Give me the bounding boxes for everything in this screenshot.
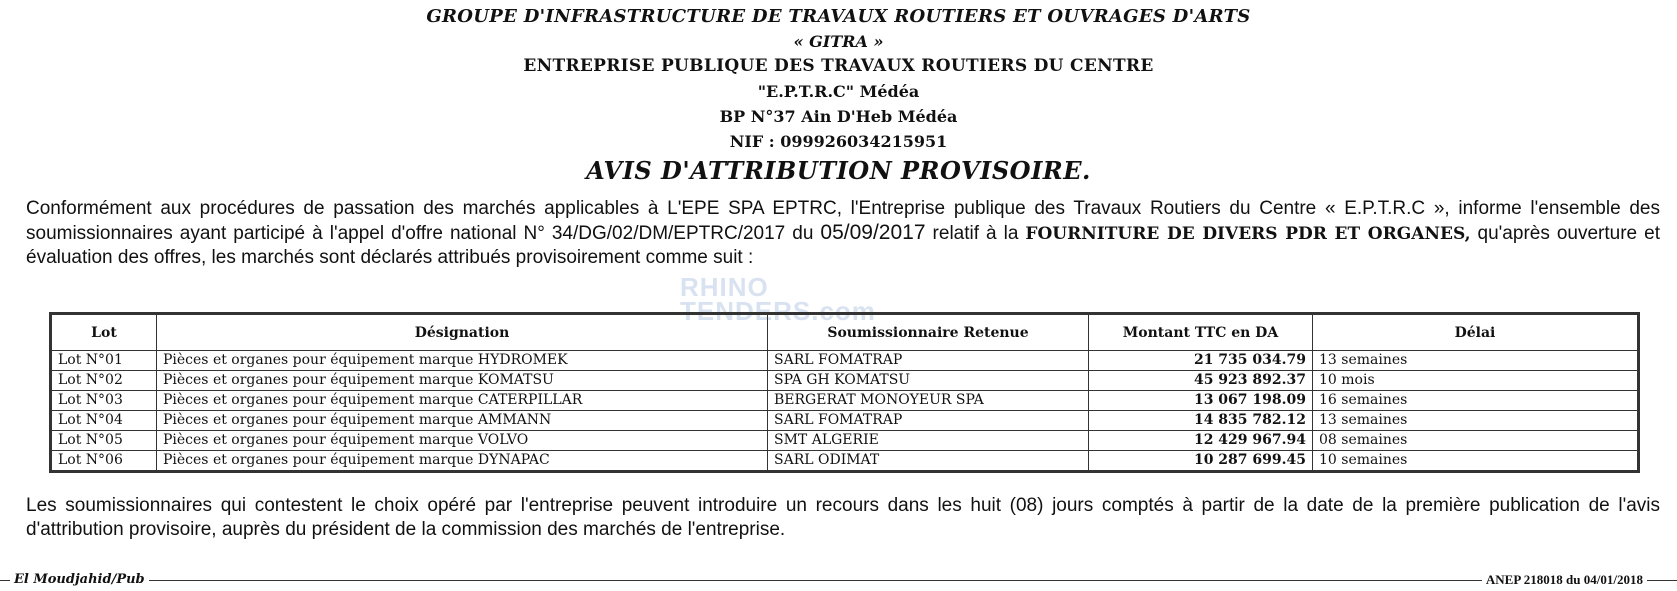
cell-lot: Lot N°03 [51,391,157,411]
cell-lot: Lot N°05 [51,431,157,451]
cell-amount: 10 287 699.45 [1089,451,1313,472]
notice-header [0,4,1677,186]
cell-bidder: BERGERAT MONOYEUR SPA [768,391,1089,411]
intro-text-1: Conformément aux procédures de passation des marchés applicables à L'EPE SPA EPTRC, l'Entreprise publique des Travaux Routiers du Centre « E.P.T.R.C », informe l'ensemble des soumissionnaires ayant participé à l'appel d'offre national N° 34/DG/02/DM/EPTRC/2017 du [26,198,1660,244]
notice-title: AVIS D'ATTRIBUTION PROVISOIRE. [586,156,1091,185]
company-acronym: "E.P.T.R.C" Médéa [757,82,920,101]
cell-designation: Pièces et organes pour équipement marque KOMATSU [157,371,768,391]
company-nif: NIF : 099926034215951 [729,132,948,151]
cell-amount: 13 067 198.09 [1089,391,1313,411]
cell-designation: Pièces et organes pour équipement marque HYDROMEK [157,351,768,371]
intro-paragraph [26,197,1660,270]
watermark-line-2: TENDERS.com [680,296,876,326]
header-lot: Lot [51,314,157,351]
cell-lot: Lot N°02 [51,371,157,391]
award-table [49,312,1640,473]
cell-designation: Pièces et organes pour équipement marque VOLVO [157,431,768,451]
closing-paragraph: Les soumissionnaires qui contestent le choix opéré par l'entreprise peuvent introduire un recours dans les huit (08) jours comptés à partir de la date de la première publication de l'avis d'attribution provisoire, auprès du président de la commission des marchés de l'entreprise. [26,495,1660,540]
cell-delay: 16 semaines [1313,391,1639,411]
table-row [51,371,1639,391]
cell-designation: Pièces et organes pour équipement marque CATERPILLAR [157,391,768,411]
cell-delay: 08 semaines [1313,431,1639,451]
footer-divider [0,580,1677,581]
table-row [51,411,1639,431]
cell-delay: 10 semaines [1313,451,1639,472]
cell-bidder: SARL FOMATRAP [768,411,1089,431]
group-name: GROUPE D'INFRASTRUCTURE DE TRAVAUX ROUTIERS ET OUVRAGES D'ARTS [426,6,1251,27]
cell-amount: 21 735 034.79 [1089,351,1313,371]
cell-designation: Pièces et organes pour équipement marque DYNAPAC [157,451,768,472]
table-header-row [51,314,1639,351]
table-row [51,431,1639,451]
tender-date: 05/09/2017 [820,221,926,244]
cell-lot: Lot N°01 [51,351,157,371]
company-address: BP N°37 Ain D'Heb Médéa [719,107,958,126]
cell-bidder: SARL FOMATRAP [768,351,1089,371]
table-row [51,451,1639,472]
table-row [51,351,1639,371]
header-designation: Désignation [157,314,768,351]
cell-lot: Lot N°04 [51,411,157,431]
anep-reference: ANEP 218018 du 04/01/2018 [1482,572,1647,588]
cell-bidder: SMT ALGERIE [768,431,1089,451]
cell-amount: 45 923 892.37 [1089,371,1313,391]
company-name: ENTREPRISE PUBLIQUE DES TRAVAUX ROUTIERS DU CENTRE [523,56,1154,76]
cell-designation: Pièces et organes pour équipement marque AMMANN [157,411,768,431]
group-acronym: « GITRA » [793,32,884,51]
header-bidder: Soumissionnaire Retenue [768,314,1089,351]
table-row [51,391,1639,411]
cell-bidder: SARL ODIMAT [768,451,1089,472]
intro-text-2: relatif à la [925,223,1026,244]
tender-subject: FOURNITURE DE DIVERS PDR ET ORGANES, [1025,224,1471,244]
cell-delay: 10 mois [1313,371,1639,391]
cell-delay: 13 semaines [1313,411,1639,431]
cell-amount: 14 835 782.12 [1089,411,1313,431]
intro-text-3: qu'après ouverture et évaluation des offres, les marchés sont déclarés attribués provisoirement comme suit : [26,223,1660,268]
watermark-line-1: RHINO [680,272,769,302]
publication-source: El Moudjahid/Pub [10,572,149,587]
cell-bidder: SPA GH KOMATSU [768,371,1089,391]
cell-delay: 13 semaines [1313,351,1639,371]
header-amount: Montant TTC en DA [1089,314,1313,351]
cell-lot: Lot N°06 [51,451,157,472]
cell-amount: 12 429 967.94 [1089,431,1313,451]
header-delay: Délai [1313,314,1639,351]
